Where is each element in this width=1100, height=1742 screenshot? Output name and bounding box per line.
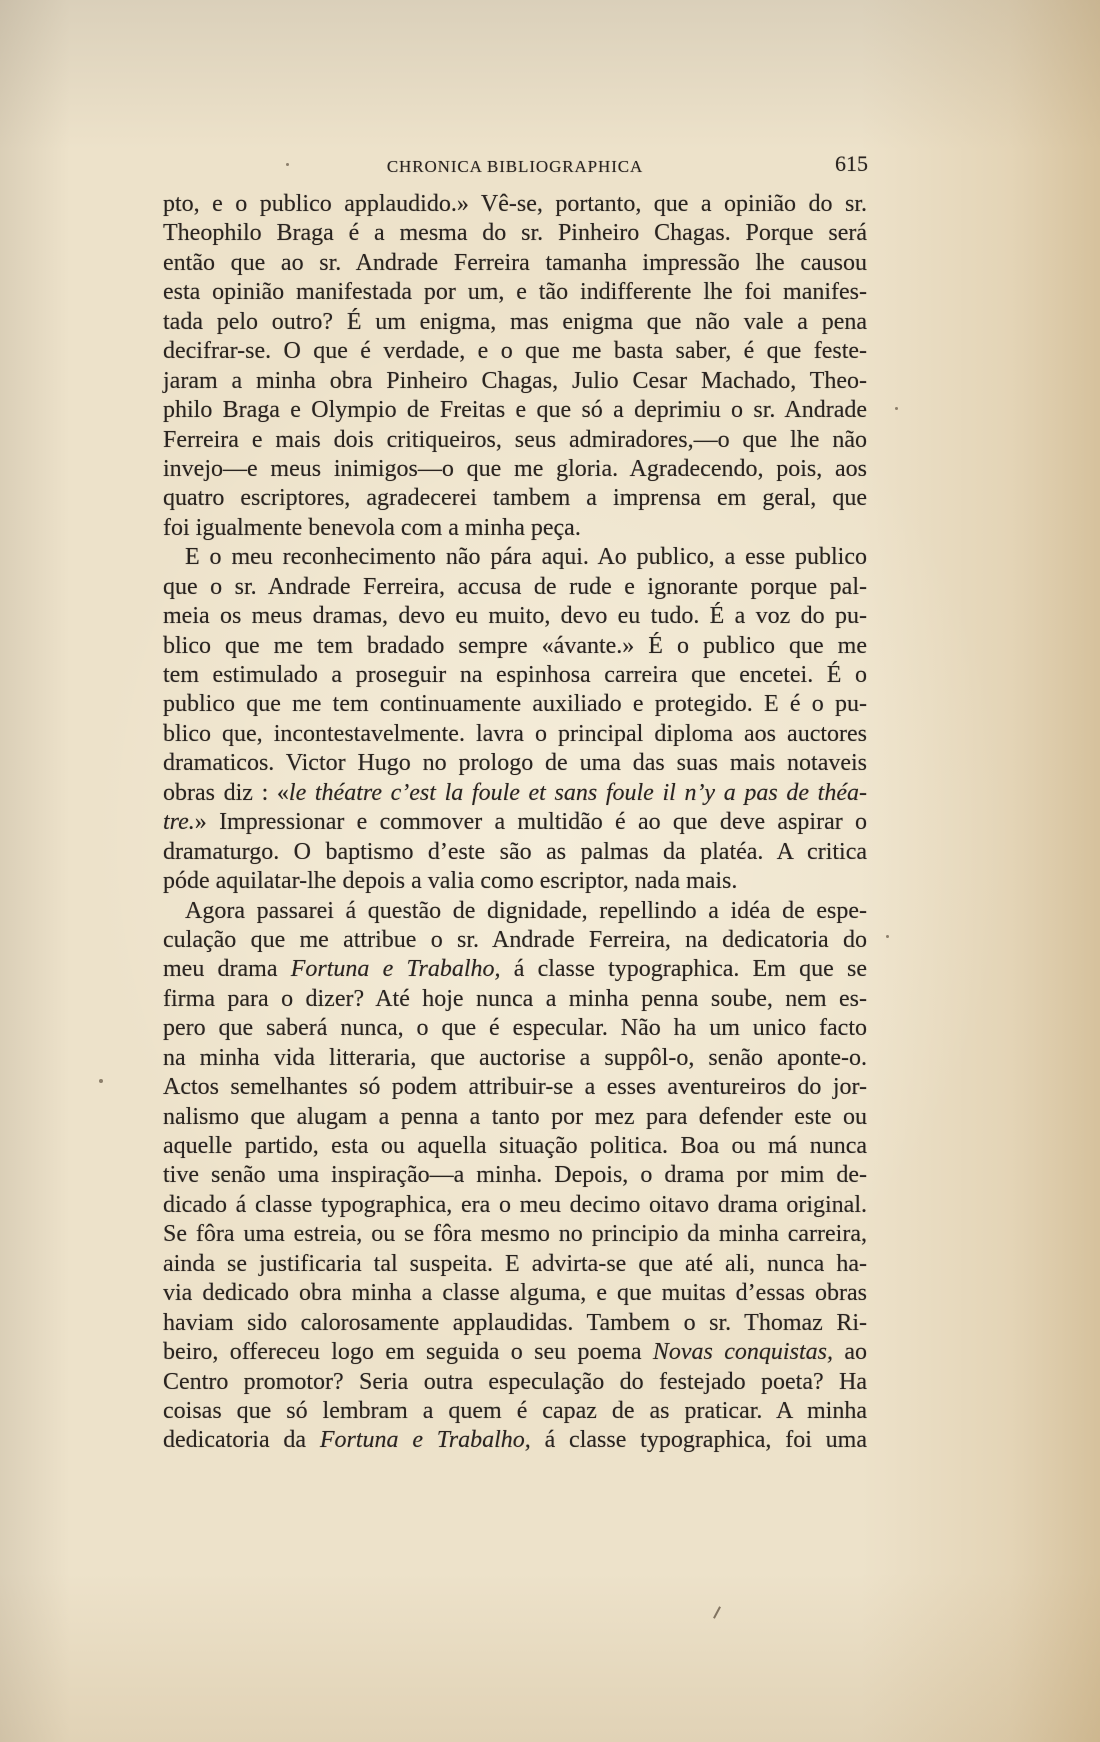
text-line: via dedicado obra minha a classe alguma, e que muitas d’essas obras: [163, 1280, 867, 1307]
text-line: esta opinião manifestada por um, e tão indifferente lhe foi manifes-: [163, 279, 867, 306]
text-line: dramaturgo. O baptismo d’este são as palmas da platéa. A critica: [163, 838, 867, 865]
running-head: CHRONICA BIBLIOGRAPHICA: [386, 157, 644, 176]
text-line: então que ao sr. Andrade Ferreira tamanha impressão lhe causou: [163, 249, 867, 276]
text-line: Centro promotor? Seria outra especulação do festejado poeta? Ha: [163, 1368, 867, 1395]
text-line: meia os meus dramas, devo eu muito, devo eu tudo. É a voz do pu-: [163, 603, 867, 630]
text-line: culação que me attribue o sr. Andrade Ferreira, na dedicatoria do: [163, 926, 867, 953]
text-line: póde aquilatar-lhe depois a valia como escriptor, nada mais.: [163, 868, 738, 895]
text-line: [163, 808, 867, 837]
text-line: dicado á classe typographica, era o meu decimo oitavo drama original.: [163, 1191, 867, 1218]
text-line: quatro escriptores, agradecerei tambem a imprensa em geral, que: [163, 485, 867, 512]
text-line: aquelle partido, esta ou aquella situação politica. Boa ou má nunca: [163, 1133, 867, 1159]
text-line: jaram a minha obra Pinheiro Chagas, Julio Cesar Machado, Theo-: [163, 367, 867, 394]
ink-mark: [713, 1606, 721, 1618]
line-segment: dedicatoria da: [163, 1427, 320, 1454]
line-segment: » Impressionar e commover a multidão é ao que deve aspirar o: [194, 809, 867, 836]
text-line: decifrar-se. O que é verdade, e o que me basta saber, é que feste-: [163, 338, 867, 365]
paragraph: [163, 543, 867, 896]
text-line: Theophilo Braga é a mesma do sr. Pinheiro Chagas. Porque será: [163, 220, 867, 247]
text-line: foi igualmente benevola com a minha peça.: [163, 514, 581, 541]
text-line: haviam sido calorosamente applaudidas. Tambem o sr. Thomaz Ri-: [163, 1309, 867, 1336]
text-line: tive senão uma inspiração—a minha. Depois, o drama por mim de-: [163, 1162, 867, 1189]
text-line: pero que saberá nunca, o que é especular. Não ha um unico facto: [163, 1015, 867, 1042]
text-line: que o sr. Andrade Ferreira, accusa de rude e ignorante porque pal-: [163, 573, 867, 600]
text-line: pto, e o publico applaudido.» Vê-se, portanto, que a opinião do sr.: [163, 191, 867, 217]
ink-speck: [886, 935, 889, 938]
text-line: invejo—e meus inimigos—o que me gloria. Agradecendo, pois, aos: [163, 455, 867, 482]
text-line: na minha vida litteraria, que auctorise a suppôl-o, senão aponte-o.: [163, 1044, 867, 1071]
body-text: [163, 190, 867, 1456]
paragraph: [163, 897, 867, 1456]
text-line: [163, 1338, 867, 1367]
ink-speck: [99, 1079, 103, 1083]
text-line: ainda se justificaria tal suspeita. E advirta-se que até ali, nunca ha-: [163, 1250, 867, 1277]
ink-speck: [895, 407, 898, 410]
line-segment: beiro, offereceu logo em seguida o seu poema: [163, 1339, 653, 1366]
text-line: Agora passarei á questão de dignidade, repellindo a idéa de espe-: [185, 897, 867, 924]
text-line: dramaticos. Victor Hugo no prologo de uma das suas mais notaveis: [163, 750, 867, 777]
text-line: nalismo que alugam a penna a tanto por mez para defender este ou: [163, 1103, 867, 1130]
text-line: Actos semelhantes só podem attribuir-se a esses aventureiros do jor-: [163, 1074, 867, 1101]
text-line: Ferreira e mais dois critiqueiros, seus admiradores,—o que lhe não: [163, 426, 867, 453]
line-segment: obras diz : «: [163, 779, 289, 806]
text-line: [163, 1426, 867, 1455]
line-segment: ao: [832, 1339, 867, 1366]
text-line: publico que me tem continuamente auxiliado e protegido. E é o pu-: [163, 691, 867, 718]
paragraph: [163, 190, 867, 543]
line-segment: á classe typographica. Em que se: [500, 956, 867, 983]
text-line: coisas que só lembram a quem é capaz de as praticar. A minha: [163, 1397, 867, 1424]
text-line: blico que, incontestavelmente. lavra o principal diploma aos auctores: [163, 720, 867, 747]
text-line: tem estimulado a proseguir na espinhosa carreira que encetei. É o: [163, 662, 867, 688]
italic-quote: tre.: [163, 809, 195, 836]
italic-title: Fortuna e Trabalho,: [319, 1427, 531, 1454]
italic-title: Novas conquistas,: [652, 1339, 833, 1366]
text-line: [163, 779, 867, 808]
text-line: Se fôra uma estreia, ou se fôra mesmo no principio da minha carreira,: [163, 1221, 867, 1248]
line-segment: á classe typographica, foi uma: [530, 1427, 868, 1454]
text-line: blico que me tem bradado sempre «ávante.» É o publico que me: [163, 632, 867, 659]
page-number: 615: [835, 151, 868, 176]
italic-quote: le théatre c’est la foule et sans foule il n’y a pas de théa-: [288, 779, 867, 806]
text-line: philo Braga e Olympio de Freitas e que só a deprimiu o sr. Andrade: [163, 397, 867, 424]
text-line: E o meu reconhecimento não pára aqui. Ao publico, a esse publico: [185, 544, 867, 571]
text-line: tada pelo outro? É um enigma, mas enigma que não vale a pena: [163, 308, 867, 335]
line-segment: meu drama: [163, 956, 291, 983]
text-line: firma para o dizer? Até hoje nunca a minha penna soube, nem es-: [163, 985, 867, 1012]
text-line: [163, 955, 867, 984]
italic-title: Fortuna e Trabalho,: [290, 956, 501, 983]
